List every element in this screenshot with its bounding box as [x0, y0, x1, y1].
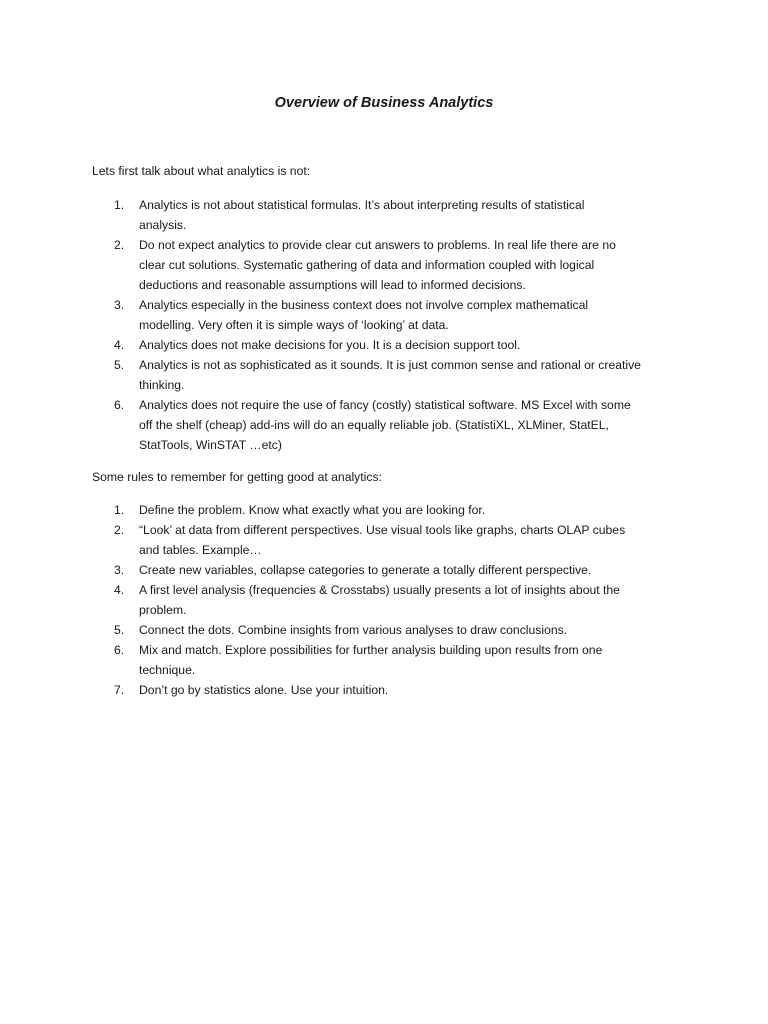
list-item: [92, 520, 692, 560]
list-item-text-line: Define the problem. Know what exactly what you are looking for.: [139, 503, 486, 517]
list-item-number: 5.: [114, 623, 125, 637]
list-item-text-line: and tables. Example…: [139, 543, 262, 557]
section-intro-rules: Some rules to remember for getting good at analytics:: [92, 470, 382, 484]
list-item-text-line: problem.: [139, 603, 187, 617]
list-item-text-line: Analytics is not about statistical formulas. It’s about interpreting results of statistical: [139, 198, 585, 212]
list-item: [92, 560, 692, 580]
list-item-number: 3.: [114, 298, 125, 312]
list-item-text-line: deductions and reasonable assumptions will lead to informed decisions.: [139, 278, 526, 292]
list-item: [92, 335, 692, 355]
list-item: [92, 195, 692, 235]
list-item-number: 2.: [114, 238, 125, 252]
list-item: [92, 620, 692, 640]
page-title: Overview of Business Analytics: [274, 95, 494, 111]
list-item-text-line: Analytics does not require the use of fancy (costly) statistical software. MS Excel with some: [139, 398, 631, 412]
list-item-number: 6.: [114, 398, 125, 412]
list-item-text-line: Analytics is not as sophisticated as it sounds. It is just common sense and rational or creative: [139, 358, 641, 372]
list-item-text-line: Analytics especially in the business context does not involve complex mathematical: [139, 298, 589, 312]
list-item: [92, 295, 692, 335]
list-item: [92, 680, 692, 700]
list-item-text-line: A first level analysis (frequencies & Crosstabs) usually presents a lot of insights about the: [139, 583, 620, 597]
list-item-number: 1.: [114, 198, 125, 212]
list-item-number: 4.: [114, 338, 125, 352]
list-item-text-line: technique.: [139, 663, 196, 677]
list-item-number: 7.: [114, 683, 125, 697]
list-item-number: 1.: [114, 503, 125, 517]
list-item: [92, 640, 692, 680]
list-item-number: 4.: [114, 583, 125, 597]
list-item: [92, 355, 692, 395]
list-item-text-line: Do not expect analytics to provide clear cut answers to problems. In real life there are no: [139, 238, 616, 252]
list-item-text-line: StatTools, WinSTAT …etc): [139, 438, 282, 452]
list-item-text-line: analysis.: [139, 218, 187, 232]
list-item-text-line: off the shelf (cheap) add-ins will do an equally reliable job. (StatistiXL, XLMiner, StatEL,: [139, 418, 609, 432]
list-item-number: 6.: [114, 643, 125, 657]
list-item-text-line: “Look’ at data from different perspectives. Use visual tools like graphs, charts OLAP cubes: [139, 523, 626, 537]
list-item-number: 5.: [114, 358, 125, 372]
list-item-text-line: modelling. Very often it is simple ways of ‘looking’ at data.: [139, 318, 449, 332]
list-item-text-line: thinking.: [139, 378, 185, 392]
list-item: [92, 235, 692, 295]
list-item-number: 3.: [114, 563, 125, 577]
list-item-text-line: Create new variables, collapse categories to generate a totally different perspective.: [139, 563, 592, 577]
list-item-text-line: Don’t go by statistics alone. Use your intuition.: [139, 683, 389, 697]
list-item: [92, 580, 692, 620]
list-item-number: 2.: [114, 523, 125, 537]
list-item: [92, 500, 692, 520]
numbered-list-rules: [92, 500, 692, 700]
section-intro-what-analytics-is-not: Lets first talk about what analytics is not:: [92, 164, 311, 178]
list-item-text-line: Analytics does not make decisions for you. It is a decision support tool.: [139, 338, 521, 352]
list-item-text-line: Connect the dots. Combine insights from various analyses to draw conclusions.: [139, 623, 568, 637]
list-item-text-line: Mix and match. Explore possibilities for further analysis building upon results from one: [139, 643, 603, 657]
numbered-list-what-analytics-is-not: [92, 195, 692, 455]
list-item-text-line: clear cut solutions. Systematic gathering of data and information coupled with logical: [139, 258, 595, 272]
list-item: [92, 395, 692, 455]
